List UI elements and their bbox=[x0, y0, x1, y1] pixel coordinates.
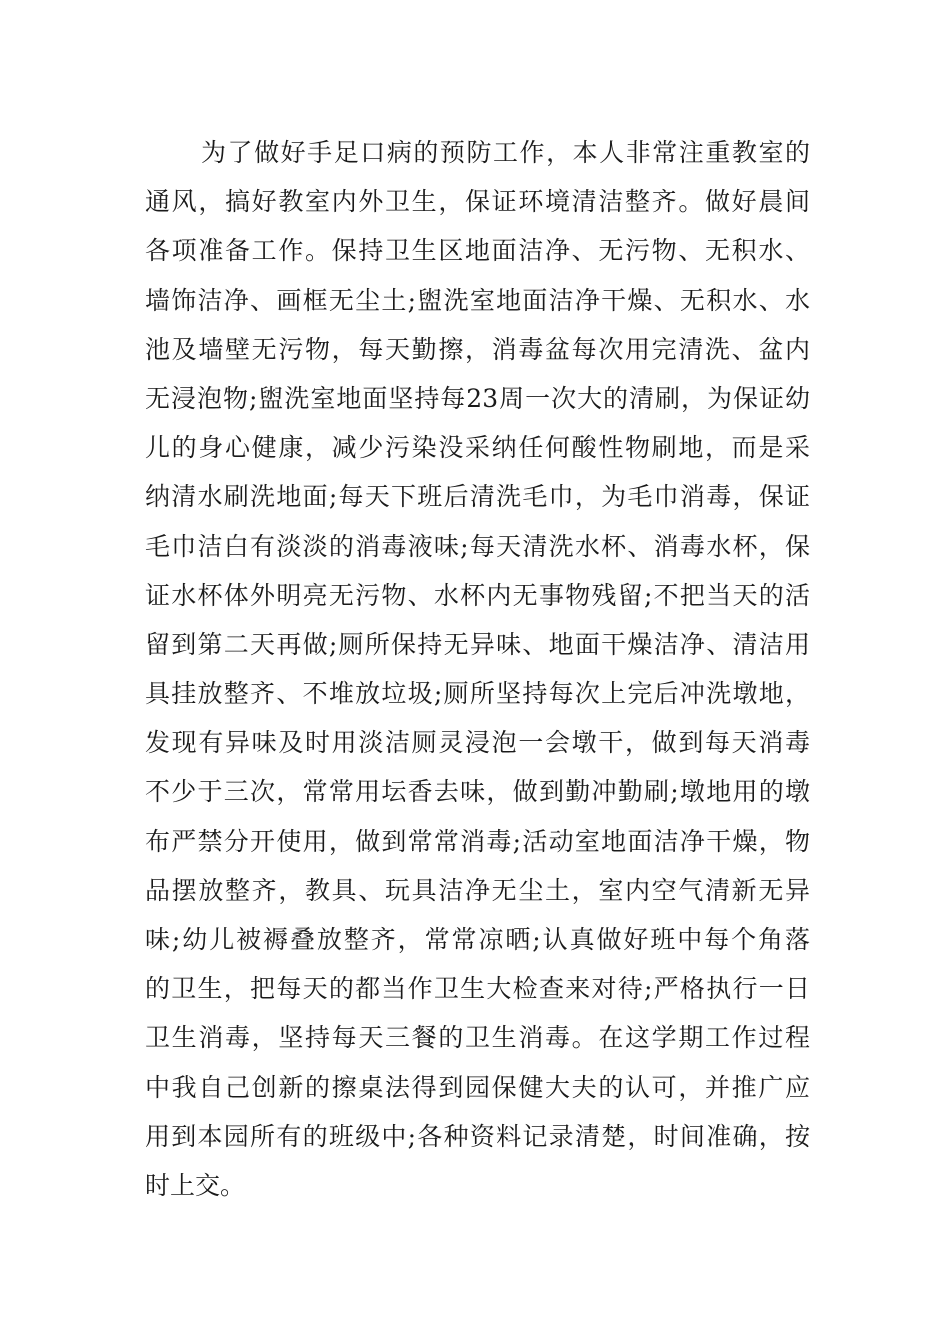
paragraph-line: 墙饰洁净、画框无尘土;盥洗室地面洁净干燥、无积水、水 bbox=[145, 285, 810, 315]
paragraph-line: 无浸泡物;盥洗室地面坚持每23周一次大的清刷，为保证幼 bbox=[145, 383, 810, 413]
body-paragraph bbox=[145, 128, 810, 1210]
paragraph-line: 发现有异味及时用淡洁厕灵浸泡一会墩干，做到每天消毒 bbox=[145, 728, 810, 758]
paragraph-line: 味;幼儿被褥叠放整齐，常常凉晒;认真做好班中每个角落 bbox=[145, 925, 810, 954]
paragraph-line: 用到本园所有的班级中;各种资料记录清楚，时间准确，按 bbox=[145, 1121, 810, 1151]
paragraph-line: 纳清水刷洗地面;每天下班后清洗毛巾，为毛巾消毒，保证 bbox=[145, 482, 810, 512]
paragraph-line: 毛巾洁白有淡淡的消毒液味;每天清洗水杯、消毒水杯，保 bbox=[145, 531, 810, 561]
paragraph-line: 时上交。 bbox=[145, 1170, 246, 1200]
paragraph-line: 儿的身心健康，减少污染没采纳任何酸性物刷地，而是采 bbox=[145, 433, 810, 463]
paragraph-line: 池及墙壁无污物，每天勤擦，消毒盆每次用完清洗、盆内 bbox=[145, 334, 810, 364]
paragraph-line: 各项准备工作。保持卫生区地面洁净、无污物、无积水、 bbox=[145, 236, 810, 266]
paragraph-line: 为了做好手足口病的预防工作，本人非常注重教室的 bbox=[201, 138, 810, 167]
paragraph-line: 品摆放整齐，教具、玩具洁净无尘土，室内空气清新无异 bbox=[145, 875, 810, 905]
paragraph-line: 布严禁分开使用，做到常常消毒;活动室地面洁净干燥，物 bbox=[145, 826, 810, 856]
paragraph-line: 留到第二天再做;厕所保持无异味、地面干燥洁净、清洁用 bbox=[145, 629, 810, 659]
paragraph-line: 通风，搞好教室内外卫生，保证环境清洁整齐。做好晨间 bbox=[145, 187, 810, 217]
paragraph-line: 不少于三次，常常用坛香去味，做到勤冲勤刷;墩地用的墩 bbox=[145, 777, 810, 807]
paragraph-line: 具挂放整齐、不堆放垃圾;厕所坚持每次上完后冲洗墩地， bbox=[145, 679, 810, 709]
paragraph-line: 中我自己创新的擦桌法得到园保健大夫的认可，并推广应 bbox=[145, 1072, 810, 1102]
paragraph-line: 证水杯体外明亮无污物、水杯内无事物残留;不把当天的活 bbox=[145, 580, 810, 610]
paragraph-line: 卫生消毒，坚持每天三餐的卫生消毒。在这学期工作过程 bbox=[145, 1023, 810, 1053]
paragraph-line: 的卫生，把每天的都当作卫生大检查来对待;严格执行一日 bbox=[145, 974, 810, 1004]
